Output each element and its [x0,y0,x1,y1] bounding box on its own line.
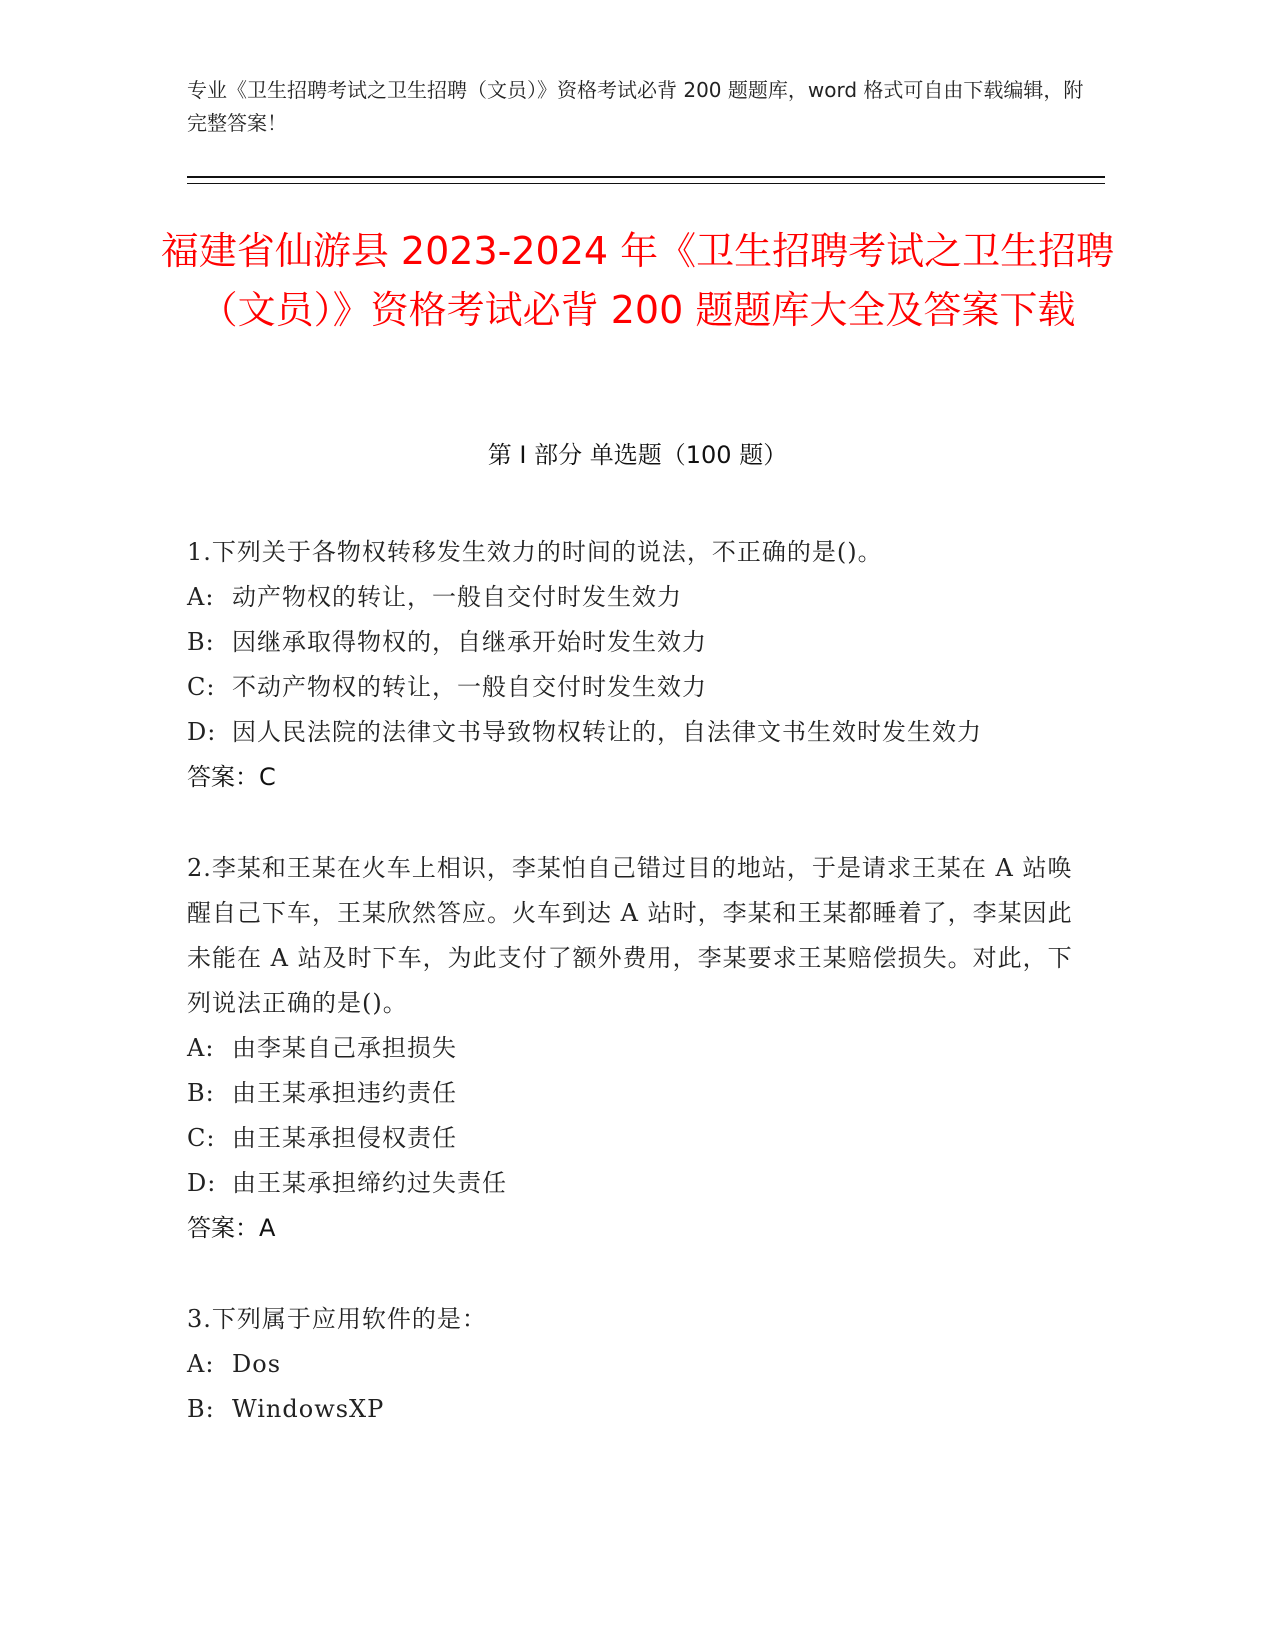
option-b [187,620,1077,665]
option-key: D: [187,718,217,746]
option-key: A: [187,1350,215,1378]
section-title: 第 I 部分 单选题（100 题） [487,441,788,469]
answer-line: 答案：C [187,763,276,791]
option-key: B: [187,1395,215,1423]
question-1 [187,530,1077,800]
option-d [187,1161,1077,1206]
option-text: Dos [232,1350,282,1378]
answer-line: 答案：A [187,1214,276,1242]
option-a [187,1342,1077,1387]
option-c [187,1116,1077,1161]
option-key: B: [187,628,215,656]
option-key: A: [187,1034,215,1062]
option-c [187,665,1077,710]
option-text: 因人民法院的法律文书导致物权转让的，自法律文书生效时发生效力 [232,718,982,746]
option-key: C: [187,673,216,701]
option-key: A: [187,583,215,611]
header-note: 专业《卫生招聘考试之卫生招聘（文员）》资格考试必背 200 题题库，word 格式可自由下载编辑，附完整答案！ [187,78,1084,135]
option-text: 由王某承担缔约过失责任 [232,1169,507,1197]
option-text: 由王某承担侵权责任 [232,1124,457,1152]
question-2 [187,846,1077,1251]
option-a [187,575,1077,620]
option-d [187,710,1077,755]
question-stem: 2.李某和王某在火车上相识，李某怕自己错过目的地站，于是请求王某在 A 站唤醒自己下车，王某欣然答应。火车到达 A 站时，李某和王某都睡着了，李某因此未能在 A 站及时下车，为此支付了额外费用，李某要求王某赔偿损失。对此，下列说法正确的是()。 [187,854,1073,1017]
header-divider-thick [187,176,1105,178]
option-key: C: [187,1124,216,1152]
question-3 [187,1297,1077,1432]
option-text: WindowsXP [232,1395,385,1423]
option-text: 不动产物权的转让，一般自交付时发生效力 [232,673,707,701]
document-title: 福建省仙游县 2023-2024 年《卫生招聘考试之卫生招聘（文员）》资格考试必背 200 题题库大全及答案下载 [160,229,1115,332]
option-b [187,1071,1077,1116]
question-stem: 1.下列关于各物权转移发生效力的时间的说法，不正确的是()。 [187,538,883,566]
option-text: 由王某承担违约责任 [232,1079,457,1107]
option-text: 由李某自己承担损失 [232,1034,457,1062]
option-b [187,1387,1077,1432]
question-stem: 3.下列属于应用软件的是： [187,1305,487,1333]
question-list [187,530,1077,1478]
option-key: D: [187,1169,217,1197]
option-text: 因继承取得物权的，自继承开始时发生效力 [232,628,707,656]
option-text: 动产物权的转让，一般自交付时发生效力 [232,583,682,611]
header-divider-thin [187,183,1105,184]
option-a [187,1026,1077,1071]
option-key: B: [187,1079,215,1107]
